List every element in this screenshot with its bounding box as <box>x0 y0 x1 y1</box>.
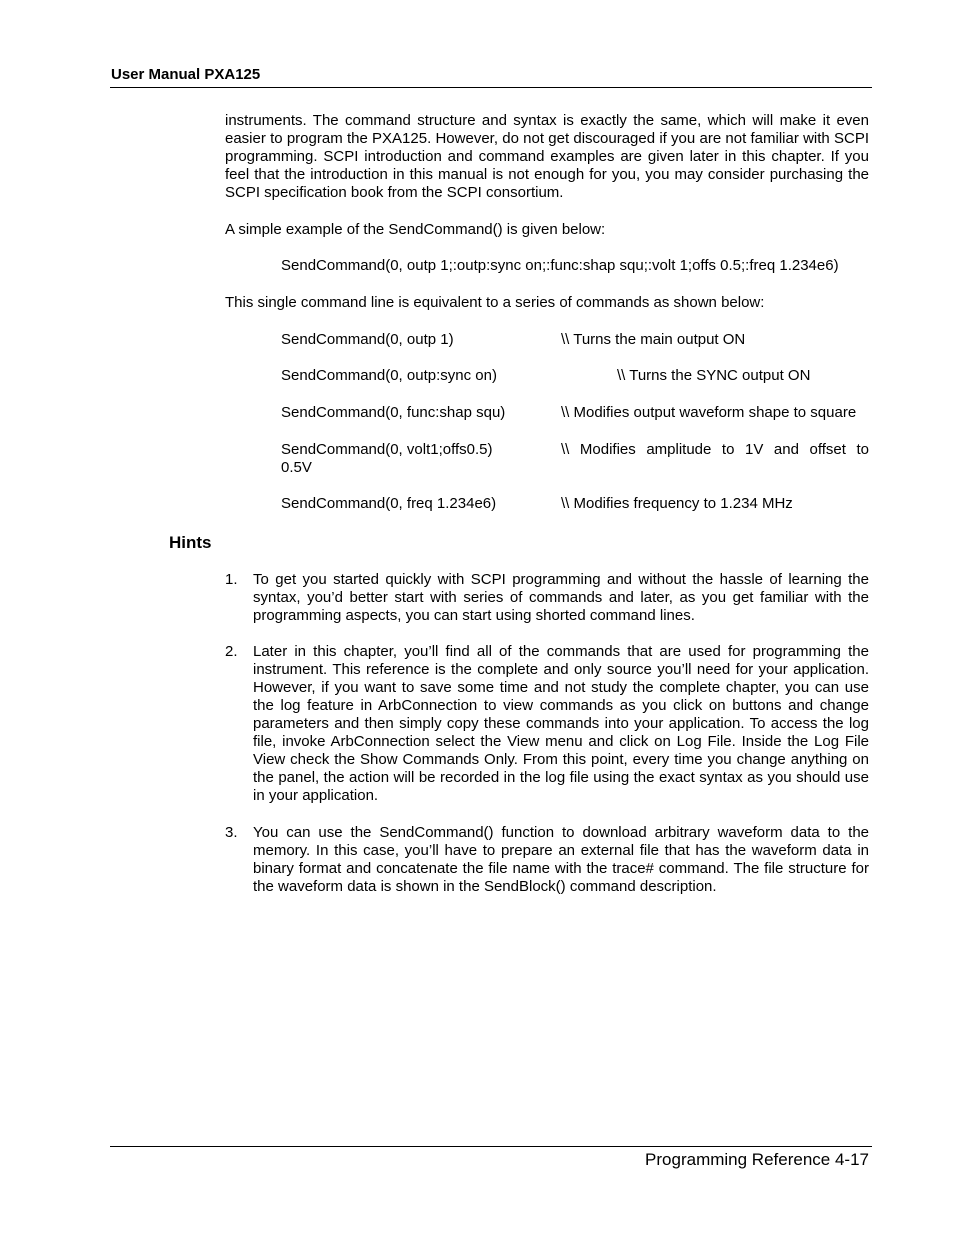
command-volt-offs-continuation: 0.5V <box>281 459 312 476</box>
equivalent-intro: This single command line is equivalent to a series of commands as shown below: <box>225 294 765 311</box>
page-footer-label: Programming Reference 4-17 <box>645 1150 869 1169</box>
hint-number: 2. <box>225 643 238 660</box>
intro-paragraph: instruments. The command structure and syntax is exactly the same, which will make it even easier to program the PXA125. However, do not get discouraged if you are not familiar with SCPI programming. SCPI introduction and command examples are given later in this chapter. If you feel that the introduction in this manual is not enough for you, you may consider purchasing the SCPI specification book from the SCPI consortium. <box>225 112 869 201</box>
hint-text: Later in this chapter, you’ll find all of the commands that are used for programming the instrument. This reference is the complete and only source you’ll need for your application. However, if you want to save some time and not study the complete chapter, you can use the log feature in ArbConnection to view commands as you click on buttons and change parameters and then simply copy these commands into your application. To access the log file, invoke ArbConnection select the View menu and click on Log File. Inside the Log File View check the Show Commands Only. From this point, every time you change anything on the panel, the action will be recorded in the log file using the exact syntax as you should use in your application. <box>253 643 869 804</box>
command-outp: SendCommand(0, outp 1) <box>281 331 454 348</box>
command-outp-sync: SendCommand(0, outp:sync on) <box>281 367 497 384</box>
page-header-title: User Manual PXA125 <box>111 66 261 83</box>
comment-outp-sync: \\ Turns the SYNC output ON <box>617 367 811 384</box>
comment-outp: \\ Turns the main output ON <box>561 331 746 348</box>
command-freq: SendCommand(0, freq 1.234e6) <box>281 495 497 512</box>
comment-freq: \\ Modifies frequency to 1.234 MHz <box>561 495 793 512</box>
command-volt-offs: SendCommand(0, volt1;offs0.5) <box>281 441 493 458</box>
hint-number: 3. <box>225 824 238 841</box>
hints-heading: Hints <box>169 533 212 552</box>
header-divider <box>110 87 872 88</box>
command-func-shap: SendCommand(0, func:shap squ) <box>281 404 506 421</box>
comment-volt-offs: \\ Modifies amplitude to 1V and offset to <box>561 441 869 458</box>
hint-text: To get you started quickly with SCPI programming and without the hassle of learning the syntax, you’d better start with series of commands and later, as you get familiar with the programming aspects, you can start using shorted command lines. <box>253 571 869 624</box>
example-command: SendCommand(0, outp 1;:outp:sync on;:func:shap squ;:volt 1;offs 0.5;:freq 1.234e6) <box>281 257 839 274</box>
example-intro: A simple example of the SendCommand() is given below: <box>225 221 606 238</box>
comment-func-shap: \\ Modifies output waveform shape to square <box>561 404 857 421</box>
hint-text: You can use the SendCommand() function to download arbitrary waveform data to the memory. In this case, you’ll have to prepare an external file that has the waveform data in binary format and concatenate the file name with the trace# command. The file structure for the waveform data is shown in the SendBlock() command description. <box>253 824 869 895</box>
footer-divider <box>110 1146 872 1147</box>
hint-number: 1. <box>225 571 238 588</box>
